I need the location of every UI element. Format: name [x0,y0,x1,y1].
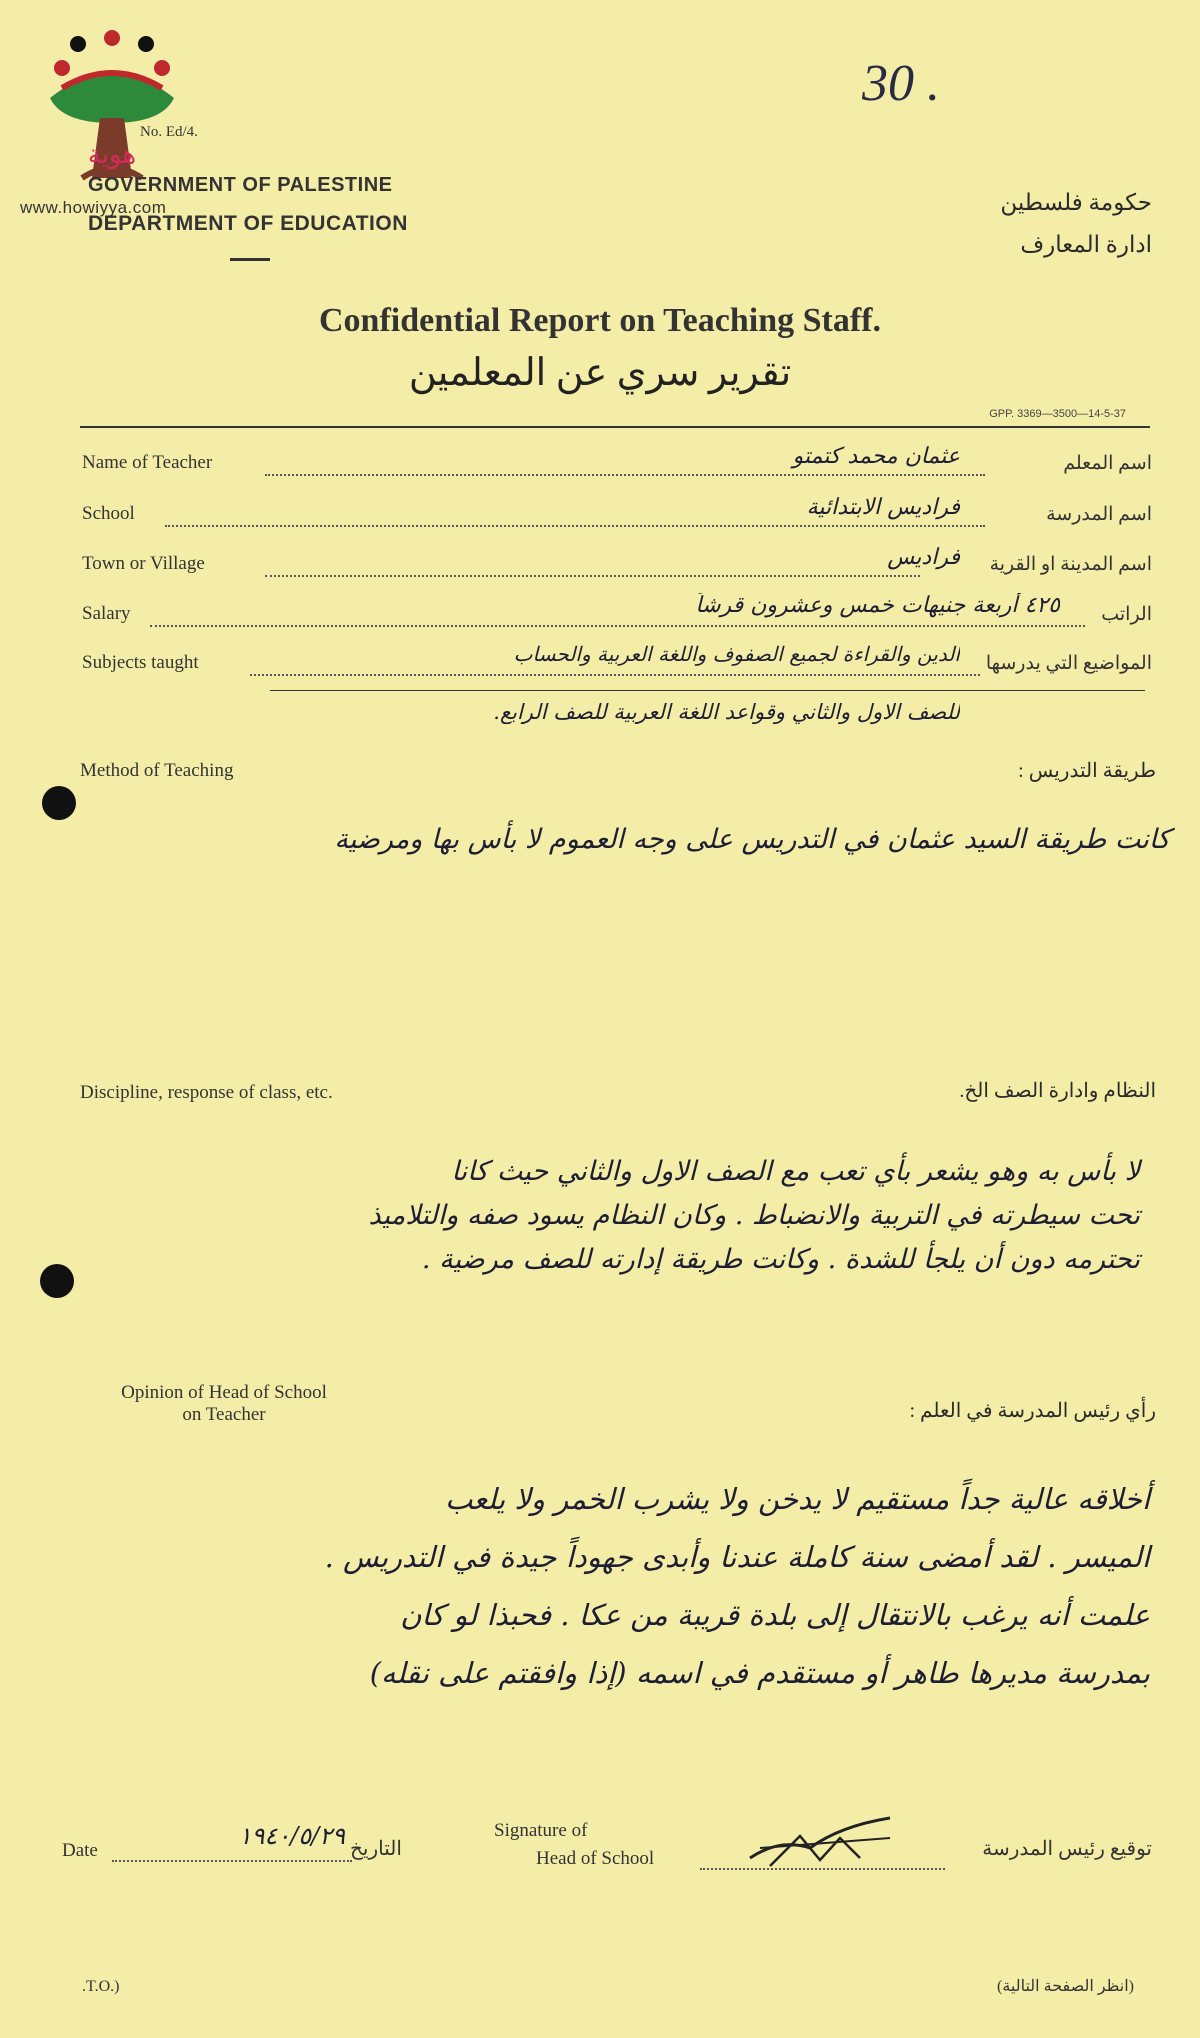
method-label: Method of Teaching [80,760,234,781]
discipline-label-ar: النظام وادارة الصف الخ. [959,1080,1156,1102]
opinion-line: الميسر . لقد أمضى سنة كاملة عندنا وأبدى جهوداً جيدة في التدريس . [324,1540,1150,1574]
method-text: كانت طريقة السيد عثمان في التدريس على وجه العموم لا بأس بها ومرضية [334,824,1170,855]
print-code: GPP. 3369—3500—14-5-37 [989,408,1126,420]
salary-line [150,625,1085,627]
school-line [165,525,985,527]
pto-ar: (انظر الصفحة التالية) [996,1978,1134,1995]
watermark-url: www.howiyya.com [20,198,167,217]
discipline-text [50,1150,1140,1282]
opinion-line: علمت أنه يرغب بالانتقال إلى بلدة قريبة من عكا . فحبذا لو كان [400,1598,1150,1632]
pto-en: .T.O.) [82,1978,120,1995]
name-line [265,474,985,476]
date-label: Date [62,1840,98,1861]
signature-mark [740,1808,910,1878]
name-label-ar: اسم المعلم [1063,453,1152,474]
title-rule [80,426,1150,428]
opinion-label-line: on Teacher [182,1404,266,1425]
government-heading: GOVERNMENT OF PALESTINE [88,174,393,196]
date-line [112,1860,352,1862]
signature-label-1: Signature of [494,1820,588,1841]
header-dash [230,258,270,261]
opinion-line: أخلاقه عالية جداً مستقيم لا يدخن ولا يشرب الخمر ولا يلعب [445,1482,1150,1516]
name-label: Name of Teacher [82,452,213,473]
method-label-ar: طريقة التدريس : [1018,760,1156,782]
date-value: ١٩٤٠/٥/٢٩ [238,1822,345,1850]
howiyya-logo [42,28,182,198]
discipline-label: Discipline, response of class, etc. [80,1082,333,1103]
svg-text:هوية: هوية [87,140,137,170]
report-title-ar: تقرير سري عن المعلمين [408,352,792,394]
opinion-line: بمدرسة مديرها طاهر أو مستقدم في اسمه (إذا وافقتم على نقله) [369,1656,1150,1690]
punch-hole-bottom [40,1264,74,1298]
salary-label-ar: الراتب [1101,604,1152,625]
salary-label: Salary [82,603,131,624]
opinion-label [74,1382,374,1426]
form-number: No. Ed/4. [140,124,198,140]
subjects-line [250,674,980,676]
name-value: عثمان محمد كتمتو [792,444,960,469]
discipline-line: لا بأس به وهو يشعر بأي تعب مع الصف الاول والثاني حيث كانا [451,1156,1140,1187]
school-value: فراديس الابتدائية [806,495,960,520]
subjects-value: الدين والقراءة لجميع الصفوف واللغة العربية والحساب [513,642,960,666]
date-label-ar: التاريخ [350,1838,402,1860]
signature-label-ar: توقيع رئيس المدرسة [982,1838,1152,1860]
report-title: Confidential Report on Teaching Staff. [319,302,881,339]
school-label: School [82,503,135,524]
salary-value: ٤٢٥ أربعة جنيهات خمس وعشرون قرشاً [695,593,1060,618]
department-heading-ar: ادارة المعارف [1020,232,1152,257]
government-heading-ar: حكومة فلسطين [1000,190,1152,215]
department-heading: DEPARTMENT OF EDUCATION [88,212,408,235]
school-label-ar: اسم المدرسة [1046,504,1152,525]
subjects-label-ar: المواضيع التي يدرسها [985,653,1152,674]
town-label: Town or Village [82,553,205,574]
opinion-label-line: Opinion of Head of School [121,1382,327,1403]
subjects-label: Subjects taught [82,652,199,673]
page-number: 30 . [862,55,940,112]
discipline-line: تحترمه دون أن يلجأ للشدة . وكانت طريقة إدارته للصف مرضية . [421,1244,1140,1275]
town-label-ar: اسم المدينة او القرية [989,554,1152,575]
discipline-line: تحت سيطرته في التربية والانضباط . وكان النظام يسود صفه والتلاميذ [368,1200,1140,1231]
punch-hole-top [42,786,76,820]
subjects-rule [270,690,1145,691]
opinion-label-ar: رأي رئيس المدرسة في العلم : [909,1400,1156,1422]
town-line [265,575,920,577]
opinion-text [30,1470,1150,1702]
signature-label-2: Head of School [536,1848,655,1869]
town-value: فراديس [887,545,960,570]
subjects-continuation: للصف الاول والثاني وقواعد اللغة العربية للصف الرابع. [493,700,960,724]
